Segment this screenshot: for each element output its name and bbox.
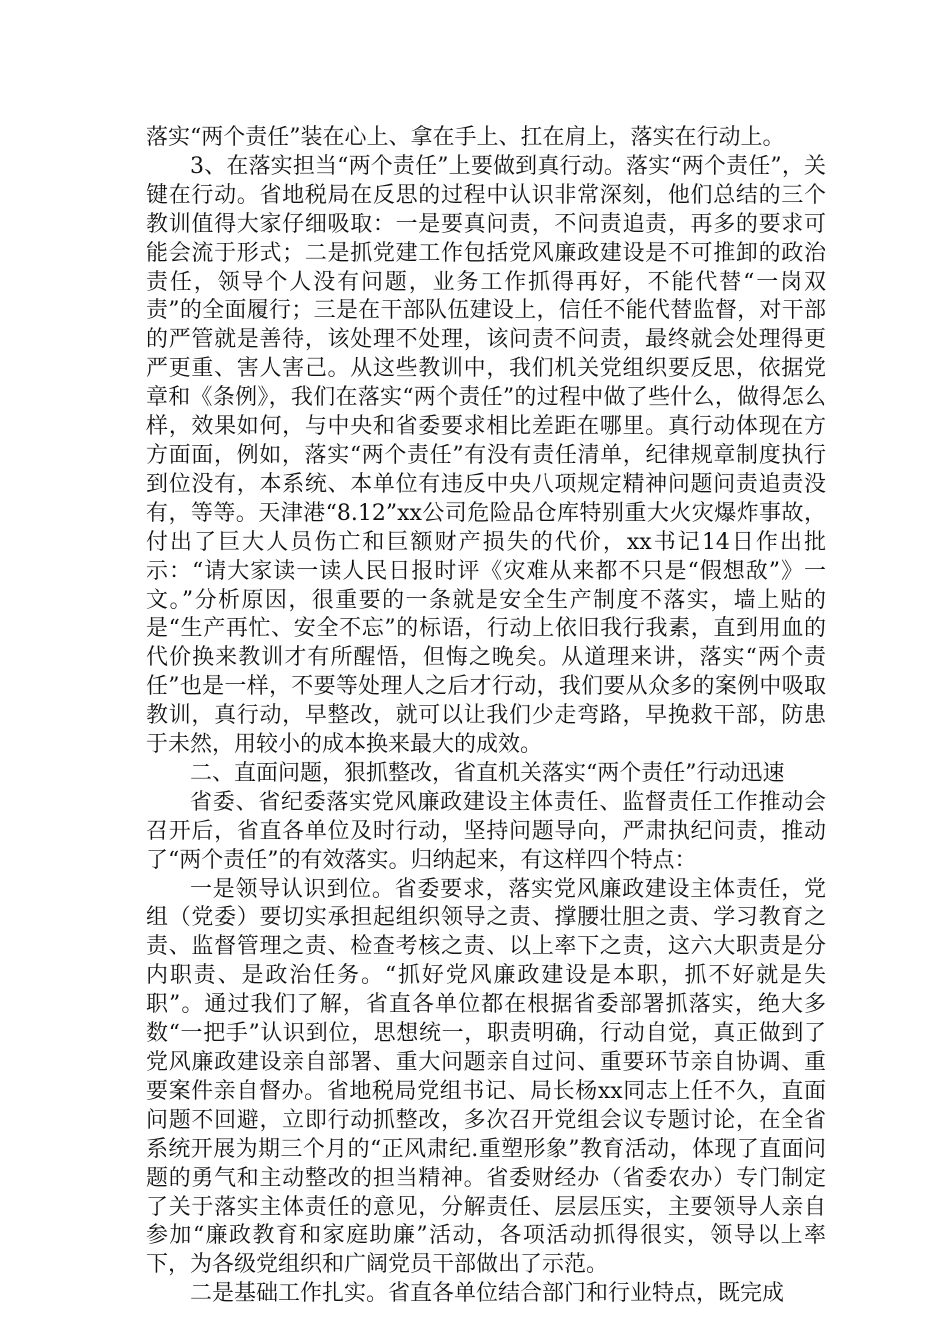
paragraph-overview: 省委、省纪委落实党风廉政建设主体责任、监督责任工作推动会召开后，省直各单位及时行动，坚持问题导向，严肃执纪问责，推动了“两个责任”的有效落实。归纳起来，有这样四个特点： — [146, 789, 826, 873]
document-page — [146, 124, 826, 1309]
paragraph-continuation: 落实“两个责任”装在心上、拿在手上、扛在肩上，落实在行动上。 — [146, 125, 785, 150]
paragraph-foundation: 二是基础工作扎实。省直各单位结合部门和行业特点，既完成 — [190, 1281, 785, 1307]
paragraph-real-action: 3、在落实担当“两个责任”上要做到真行动。落实“两个责任”，关键在行动。省地税局在反思的过程中认识非常深刻，他们总结的三个教训值得大家仔细吸取：一是要真问责，不问责追责，再多的要求可能会流于形式；二是抓党建工作包括党风廉政建设是不可推卸的政治责任，领导个人没有问题，业务工作抓得再好，不能代替“一岗双责”的全面履行；三是在干部队伍建设上，信任不能代替监督，对干部的严管就是善待，该处理不处理，该问责不问责，最终就会处理得更严更重、害人害己。从这些教训中，我们机关党组织要反思，依据党章和《条例》，我们在落实“两个责任”的过程中做了些什么，做得怎么样，效果如何，与中央和省委要求相比差距在哪里。真行动体现在方方面面，例如，落实“两个责任”有没有责任清单，纪律规章制度执行到位没有，本系统、本单位有违反中央八项规定精神问题问责追责没有，等等。天津港“8.12”xx公司危险品仓库特别重大火灾爆炸事故，付出了巨大人员伤亡和巨额财产损失的代价，xx书记14日作出批示：“请大家读一读人民日报时评《灾难从来都不只是“假想敌”》一文。”分析原因，很重要的一条就是安全生产制度不落实，墙上贴的是“生产再忙、安全不忘”的标语，行动上依旧我行我素，直到用血的代价换来教训才有所醒悟，但悔之晚矣。从道理来讲，落实“两个责任”也是一样，不要等处理人之后才行动，我们要从众多的案例中吸取教训，真行动，早整改，就可以让我们少走弯路，早挽救干部，防患于未然，用较小的成本换来最大的成效。 — [146, 153, 826, 758]
paragraph-leadership: 一是领导认识到位。省委要求，落实党风廉政建设主体责任，党组（党委）要切实承担起组织领导之责、撑腰壮胆之责、学习教育之责、监督管理之责、检查考核之责、以上率下之责，这六大职责是分内职责、是政治任务。“抓好党风廉政建设是本职，抓不好就是失职”。通过我们了解，省直各单位都在根据省委部署抓落实，绝大多数“一把手”认识到位，思想统一，职责明确，行动自觉，真正做到了党风廉政建设亲自部署、重大问题亲自过问、重要环节亲自协调、重要案件亲自督办。省地税局党组书记、局长杨xx同志上任不久，直面问题不回避，立即行动抓整改，多次召开党组会议专题讨论，在全省系统开展为期三个月的“正风肃纪.重塑形象”教育活动，体现了直面问题的勇气和主动整改的担当精神。省委财经办（省委农办）专门制定了关于落实主体责任的意见，分解责任、层层压实，主要领导人亲自参加“廉政教育和家庭助廉”活动，各项活动抓得很实，领导以上率下，为各级党组织和广阔党员干部做出了示范。 — [146, 876, 826, 1278]
section-heading-two: 二、直面问题，狠抓整改，省直机关落实“两个责任”行动迅速 — [190, 760, 785, 786]
